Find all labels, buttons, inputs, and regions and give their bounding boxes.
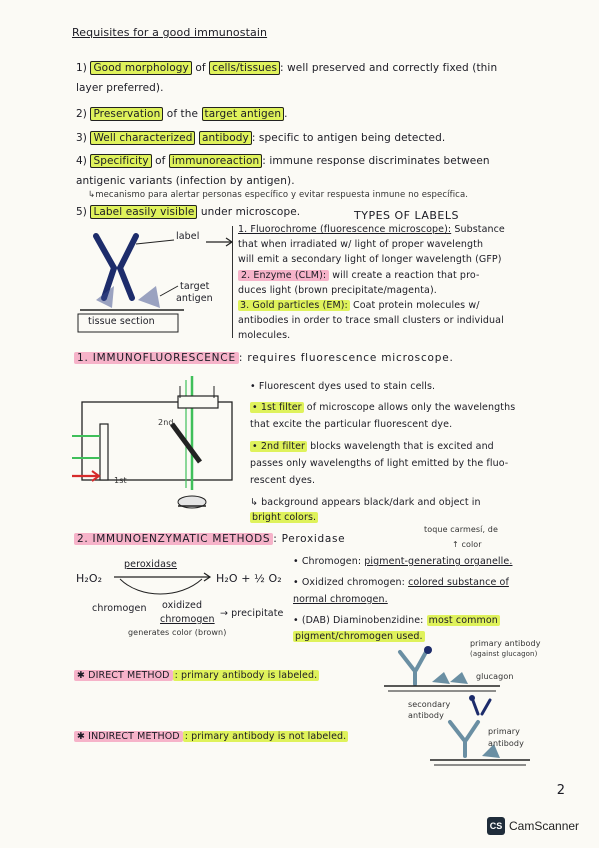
label-type-2: [238, 270, 479, 281]
term-specificity: Specificity: [90, 154, 151, 168]
term-antibody: antibody: [199, 131, 252, 145]
text: of: [195, 62, 206, 74]
indirect-method-label: ✱ INDIRECT METHOD: [74, 731, 183, 742]
figure-antigen-text: antigen: [176, 293, 213, 304]
direct-fig-primary: primary antibody: [470, 639, 541, 648]
if-bullet-3: [250, 441, 494, 452]
term-1st-filter: • 1st filter: [252, 402, 302, 413]
figure-target-text: target: [180, 281, 210, 292]
text: of: [155, 155, 166, 167]
chromogen-bullet-2: [293, 577, 509, 588]
item-number: 3): [76, 132, 87, 144]
requisite-5: [76, 206, 300, 218]
text: most common: [428, 615, 498, 626]
text: • (DAB) Diaminobenzidine:: [293, 615, 424, 626]
term-well-characterized: Well characterized: [90, 131, 195, 145]
item-number: 5): [76, 206, 87, 218]
requisite-3: [76, 132, 445, 144]
page-heading: Requisites for a good immunostain: [72, 26, 268, 39]
section-title: 2. IMMUNOENZYMATIC METHODS: [74, 533, 273, 545]
direct-method-label: ✱ DIRECT METHOD: [74, 670, 173, 681]
reaction-left: H₂O₂: [76, 572, 103, 585]
label-type-1-line2: that when irradiated w/ light of proper wavelength: [238, 239, 484, 250]
requisite-1: [76, 62, 497, 74]
text: Coat protein molecules w/: [352, 300, 480, 311]
term-2nd-filter: • 2nd filter: [252, 441, 306, 452]
text: will create a reaction that pro-: [332, 270, 480, 281]
text: blocks wavelength that is excited and: [310, 441, 494, 452]
label-type-1: [238, 224, 505, 235]
reaction-oxidized: oxidized: [162, 600, 203, 611]
fig-1st-filter: 1st: [114, 476, 127, 485]
if-bullet-4: ↳ background appears black/dark and object in: [250, 497, 481, 508]
label-type-1-line3: will emit a secondary light of longer wavelength (GFP): [238, 254, 502, 265]
label-type-2-title: 2. Enzyme (CLM):: [238, 270, 329, 281]
if-bullet-3-cont: passes only wavelengths of light emitted by the fluo-: [250, 458, 509, 469]
term-cells-tissues: cells/tissues: [209, 61, 280, 75]
reaction-generates: generates color (brown): [128, 628, 227, 637]
reaction-precipitate: → precipitate: [220, 608, 284, 619]
antibody-shape: [96, 236, 136, 298]
term-bright-colors: bright colors.: [252, 512, 317, 523]
if-bullet-1: • Fluorescent dyes used to stain cells.: [250, 381, 436, 392]
text: • Oxidized chromogen:: [293, 577, 405, 588]
indirect-fig-primary: primary: [488, 727, 521, 736]
reaction-right: H₂O + ½ O₂: [216, 572, 282, 585]
text: : specific to antigen being detected.: [251, 132, 446, 144]
if-bullet-2-cont: that excite the particular fluorescent dye.: [250, 419, 453, 430]
direct-fig-glucagon: glucagon: [476, 672, 514, 681]
requisite-1-cont: layer preferred).: [76, 82, 164, 94]
term-immunoreaction: immunoreaction: [169, 154, 262, 168]
text: • Chromogen:: [293, 556, 362, 567]
text: pigment-generating organelle.: [364, 556, 513, 567]
requisite-4-cont: antigenic variants (infection by antigen).: [76, 175, 295, 187]
text: : requires fluorescence microscope.: [238, 352, 454, 364]
label-type-3-line3: molecules.: [238, 330, 291, 341]
chromogen-bullet-1: [293, 556, 512, 567]
text: antibodies in order to: [238, 315, 343, 326]
text: colored substance of: [408, 577, 509, 588]
camscanner-watermark: [487, 817, 579, 835]
note-toque: toque carmesí, de: [424, 525, 498, 534]
direct-fig-against: (against glucagon): [470, 650, 538, 658]
reaction-arrow: [110, 569, 220, 599]
indirect-fig-secondary-2: antibody: [408, 711, 444, 720]
chromogen-bullet-2-cont: [293, 594, 388, 605]
term-good-morphology: Good morphology: [90, 61, 191, 75]
section-immunoenzymatic: [74, 533, 345, 545]
text: normal chromogen.: [293, 594, 388, 605]
reaction-chromogen: chromogen: [92, 603, 147, 614]
indirect-method-text: : primary antibody is not labeled.: [184, 731, 347, 742]
requisite-2: [76, 108, 288, 120]
camscanner-logo-icon: CS: [487, 817, 505, 835]
microscope-diagram: [72, 372, 242, 522]
item-number: 2): [76, 108, 87, 120]
text: .: [284, 108, 288, 120]
text: : immune response discriminates between: [262, 155, 490, 167]
text: : well preserved and correctly fixed (thin: [280, 62, 498, 74]
if-bullet-4-cont: [250, 512, 318, 523]
reaction-oxidized-chromogen: chromogen: [160, 614, 215, 625]
text: of microscope allows only the wavelengths: [306, 402, 516, 413]
figure-tissue-text: tissue section: [88, 316, 155, 327]
item-number: 1): [76, 62, 87, 74]
item-number: 4): [76, 155, 87, 167]
text: pigment/chromogen used.: [295, 631, 423, 642]
term-label-visible: Label easily visible: [90, 205, 197, 219]
text: : Peroxidase: [273, 533, 346, 545]
text: under microscope.: [200, 206, 301, 218]
chromogen-bullet-3: [293, 615, 500, 626]
page-number: 2: [556, 783, 565, 798]
label-type-3: [238, 300, 480, 311]
indirect-method: [74, 731, 348, 742]
requisite-4: [76, 155, 490, 167]
label-type-1-title: 1. Fluorochrome (fluorescence microscope):: [238, 224, 452, 235]
label-type-2-line2: duces light (brown precipitate/magenta).: [238, 285, 437, 296]
direct-method: [74, 670, 319, 681]
term-target-antigen: target antigen: [202, 107, 285, 121]
if-bullet-2: [250, 402, 515, 413]
requisite-4-note: ↳mecanismo para alertar personas específico y evitar respuesta inmune no específica.: [88, 190, 469, 200]
if-bullet-3-cont2: rescent dyes.: [250, 475, 316, 486]
section-immunofluorescence: [74, 352, 454, 364]
text: of the: [166, 108, 199, 120]
note-color: ↑ color: [452, 540, 482, 549]
label-type-3-line2: [238, 315, 504, 326]
text: trace small clusters or individual: [345, 315, 504, 326]
label-type-3-title: 3. Gold particles (EM):: [240, 300, 348, 311]
figure-label-text: label: [176, 231, 200, 242]
indirect-fig-secondary: secondary: [408, 700, 451, 709]
vertical-divider: [232, 226, 233, 338]
term-preservation: Preservation: [90, 107, 163, 121]
text: Substance: [454, 224, 505, 235]
direct-method-text: : primary antibody is labeled.: [174, 670, 318, 681]
indirect-fig-primary-2: antibody: [488, 739, 524, 748]
camscanner-text: CamScanner: [509, 819, 580, 833]
types-of-labels-title: TYPES OF LABELS: [354, 209, 459, 222]
fig-2nd-filter: 2nd: [158, 418, 174, 427]
reaction-enzyme: peroxidase: [124, 559, 177, 570]
section-title: 1. IMMUNOFLUORESCENCE: [74, 352, 239, 364]
